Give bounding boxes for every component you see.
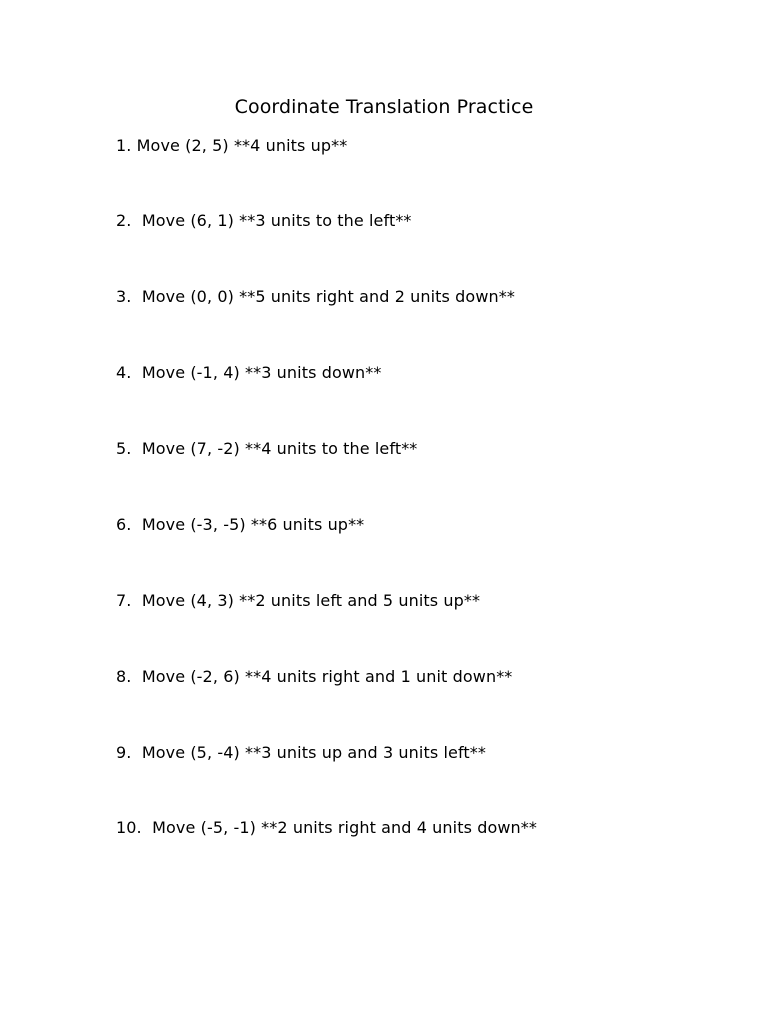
problem-text: Move (2, 5) **4 units up**	[136, 136, 348, 155]
page-title: Coordinate Translation Practice	[234, 96, 534, 118]
problem-item	[116, 742, 486, 764]
problem-text: Move (6, 1) **3 units to the left**	[141, 211, 412, 230]
problem-text: Move (7, -2) **4 units to the left**	[141, 439, 418, 458]
problem-text: Move (4, 3) **2 units left and 5 units up**	[141, 591, 481, 610]
problem-text: Move (-2, 6) **4 units right and 1 unit down**	[141, 667, 513, 686]
problem-text: Move (0, 0) **5 units right and 2 units down**	[141, 287, 515, 306]
problem-item	[116, 514, 364, 536]
problem-text: Move (5, -4) **3 units up and 3 units left**	[141, 743, 486, 762]
problem-item	[116, 666, 512, 688]
problem-number: 4.	[116, 363, 132, 382]
problem-item	[116, 438, 417, 460]
problem-item	[116, 817, 537, 839]
problem-number: 5.	[116, 439, 132, 458]
problem-number: 8.	[116, 667, 132, 686]
problem-text: Move (-1, 4) **3 units down**	[141, 363, 382, 382]
problem-item	[116, 210, 412, 232]
problem-number: 2.	[116, 211, 132, 230]
problem-number: 7.	[116, 591, 132, 610]
problem-item	[116, 362, 381, 384]
problem-number: 9.	[116, 743, 132, 762]
problem-item	[116, 286, 515, 308]
problem-number: 1.	[116, 136, 132, 155]
problem-item	[116, 135, 347, 157]
problem-text: Move (-5, -1) **2 units right and 4 units down**	[152, 818, 537, 837]
problem-text: Move (-3, -5) **6 units up**	[141, 515, 365, 534]
problem-number: 10.	[116, 818, 142, 837]
problem-number: 3.	[116, 287, 132, 306]
problem-item	[116, 590, 480, 612]
problem-number: 6.	[116, 515, 132, 534]
